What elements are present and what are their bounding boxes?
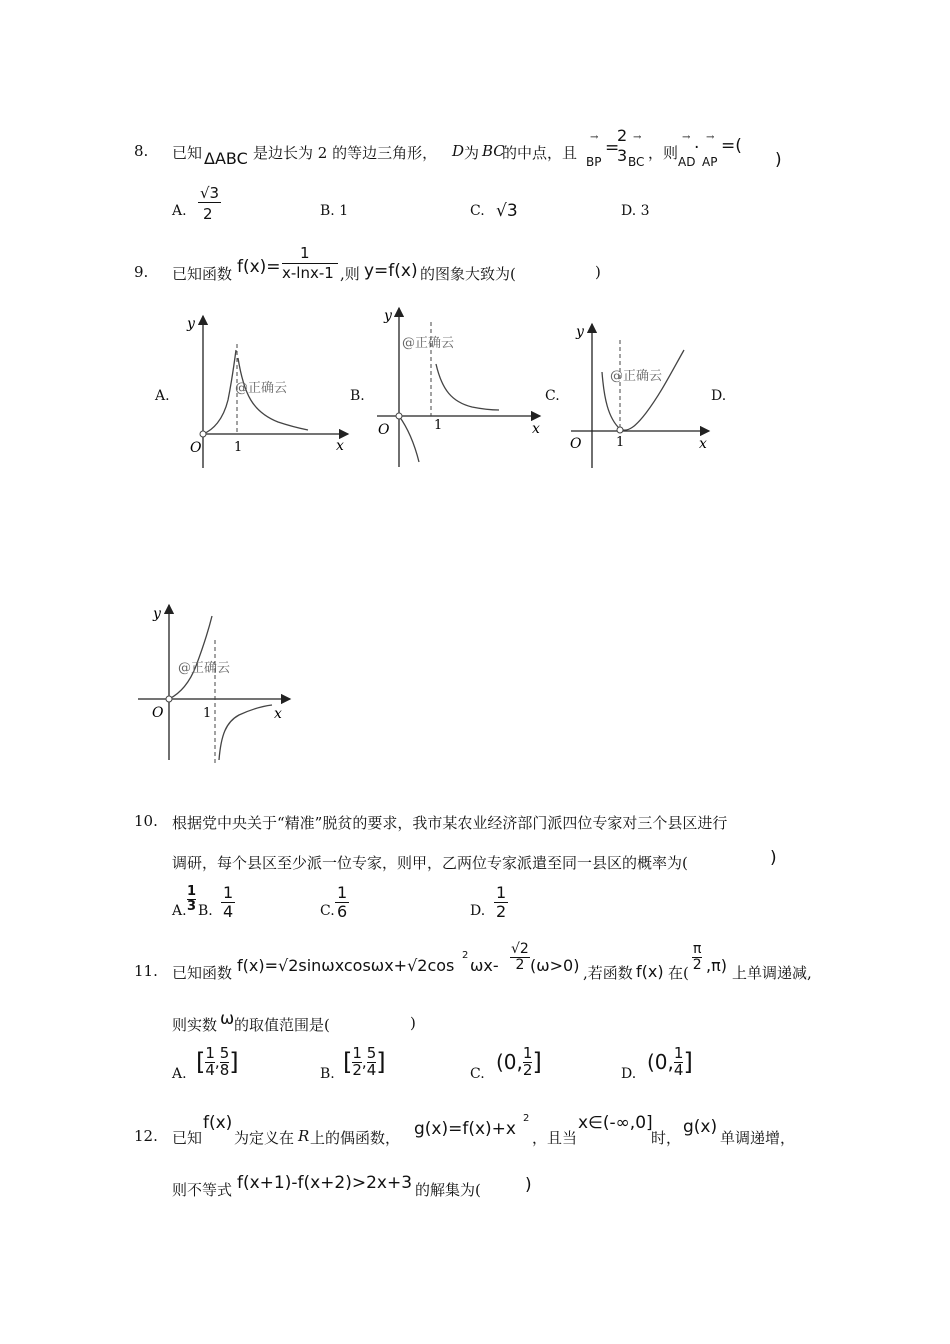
q12-text-5: 时， (651, 1129, 682, 1147)
q10-line-1: 根据党中央关于“精准”脱贫的要求，我市某农业经济部门派四位专家对三个县区进行 (172, 814, 728, 832)
q11-number: 11. (134, 962, 158, 980)
graph-a-watermark: @正确云 (235, 381, 288, 396)
q8-opt-c-val: √3 (496, 201, 518, 221)
q8-opt-d: D. 3 (621, 203, 650, 219)
q11-text-3: 在( (668, 964, 689, 982)
q12-gx: g(x)=f(x)+x (414, 1119, 516, 1139)
q8-text-4: 的中点，且 (502, 144, 578, 162)
q10-number: 10. (134, 812, 158, 830)
q11-expr-2: ωx- (470, 956, 499, 975)
q11-expr-1: f(x)=√2sinωxcosωx+√2cos (237, 956, 455, 975)
q10-opt-c-frac: 1 6 (337, 883, 348, 921)
q8-vec-arrow-bc: → (633, 132, 642, 143)
q8-text-5: ，则 (648, 144, 679, 162)
q10-line-2: 调研，每个县区至少派一位专家，则甲，乙两位专家派遣至同一县区的概率为( (172, 854, 688, 872)
q11-opt-c: C. (470, 1066, 485, 1082)
q12-fx: f(x) (203, 1113, 233, 1133)
q11-opt-d-interval: (0, 1 4 ] (647, 1044, 693, 1079)
graph-d-origin-dot (166, 696, 172, 702)
q9-label-d: D. (711, 388, 727, 404)
graph-d-curve-left (169, 616, 212, 699)
q12-line-2b: 的解集为( (415, 1181, 481, 1199)
q8-number: 8. (134, 142, 149, 160)
q8-vec-arrow-ad: → (682, 132, 691, 143)
q8-vec-ap: AP (702, 155, 718, 169)
q9-label-a: A. (155, 388, 170, 404)
q9-label-c: C. (545, 388, 560, 404)
q8-vec-arrow-bp: → (590, 132, 599, 143)
graph-a-one: 1 (234, 440, 243, 455)
graph-a (178, 310, 353, 475)
q8-triangle: ΔABC (204, 149, 248, 168)
q10-opt-b: B. (198, 903, 213, 919)
q9-frac-den: x-lnx-1 (282, 264, 334, 282)
q10-close-paren: ) (770, 848, 777, 868)
q8-opt-a: A. (172, 203, 187, 219)
q9-fx: f(x)= (237, 257, 281, 277)
q12-text-3: 上的偶函数， (310, 1129, 401, 1147)
q11-expr-3: (ω>0) (530, 956, 580, 975)
q11-text-4: ,π) (706, 956, 727, 975)
q8-vec-bp: BP (586, 155, 602, 169)
q8-vec-bc: BC (628, 155, 645, 169)
q11-omega: ω (220, 1009, 235, 1029)
q12-cond: x∈(-∞,0] (578, 1113, 653, 1133)
q9-text-2: ,则 (340, 265, 360, 283)
q8-vec-arrow-ap: → (706, 132, 715, 143)
graph-b-curve-right (436, 364, 499, 410)
q9-frac-num: 1 (300, 244, 310, 262)
graph-c-curve (602, 350, 684, 430)
graph-b-curve-left (399, 416, 419, 462)
q8-opt-a-num: √3 (200, 184, 220, 202)
q9-number: 9. (134, 263, 149, 281)
graph-b-origin-dot (396, 413, 402, 419)
graph-d-x: x (274, 706, 282, 722)
graph-c-one: 1 (616, 435, 625, 450)
q8-D: D (452, 142, 465, 160)
q8-text-1: 已知 (172, 144, 203, 162)
q10-opt-d: D. (470, 903, 486, 919)
q11-opt-b: B. (320, 1066, 335, 1082)
graph-b-watermark: @正确云 (402, 336, 455, 351)
q8-opt-a-den: 2 (203, 205, 213, 223)
q8-text-3: 为 (464, 144, 480, 162)
graph-a-curve-left (203, 350, 236, 434)
q11-line-2a: 则实数 (172, 1016, 218, 1034)
q8-BC: BC (482, 142, 505, 160)
q11-close-paren: ) (410, 1014, 416, 1032)
graph-c-min-dot (617, 427, 623, 433)
graph-d-one: 1 (203, 706, 212, 721)
q12-sq: 2 (523, 1113, 530, 1124)
graph-d-y: y (153, 606, 161, 622)
q11-frac-sqrt2: √2 2 (511, 941, 529, 974)
q8-text-2: 是边长为 2 的等边三角形， (253, 144, 438, 162)
q11-opt-c-interval: (0, 1 2 ] (496, 1044, 542, 1079)
q9-yfx: y=f(x) (364, 261, 418, 281)
graph-d-o: O (152, 705, 164, 721)
q8-close-paren: ) (775, 150, 782, 170)
q12-number: 12. (134, 1127, 158, 1145)
q11-opt-a-interval: [ 1 4 , 5 8 ] (196, 1044, 239, 1079)
graph-d-curve-right (219, 705, 272, 760)
q8-eq: = (605, 138, 620, 158)
q8-frac-den: 3 (617, 146, 628, 165)
graph-b-one: 1 (434, 418, 443, 433)
graph-d (134, 600, 299, 770)
graph-b (372, 302, 547, 472)
graph-c-watermark: @正确云 (610, 369, 663, 384)
q11-line-2b: 的取值范围是( (234, 1016, 330, 1034)
q9-close-paren: ) (595, 263, 601, 281)
q11-opt-d: D. (621, 1066, 637, 1082)
graph-b-o: O (378, 422, 390, 438)
q11-fx: f(x) (636, 962, 664, 981)
q11-sq: 2 (462, 950, 469, 961)
q9-text-1: 已知函数 (172, 265, 233, 283)
q10-opt-d-frac: 1 2 (496, 883, 507, 921)
q8-frac-num: 2 (617, 126, 628, 145)
graph-a-o: O (190, 440, 202, 456)
graph-a-origin-dot (200, 431, 206, 437)
q10-opt-c: C. (320, 903, 335, 919)
q11-opt-b-interval: [ 1 2 , 5 4 ] (343, 1044, 386, 1079)
q12-line-2a: 则不等式 (172, 1181, 233, 1199)
q9-text-3: 的图象大致为( (420, 265, 516, 283)
graph-a-x: x (336, 438, 344, 454)
q12-close-paren: ) (525, 1175, 532, 1195)
q11-text-2: ,若函数 (583, 964, 633, 982)
q10-opt-a-frac: 1 3 (187, 884, 197, 915)
q12-text-4: ，且当 (532, 1129, 578, 1147)
graph-c-x: x (699, 436, 707, 452)
q8-dot: · (694, 138, 700, 158)
q12-g: g(x) (683, 1117, 718, 1137)
graph-b-y: y (384, 308, 392, 324)
q12-ineq: f(x+1)-f(x+2)>2x+3 (237, 1173, 413, 1193)
q11-opt-a: A. (172, 1066, 187, 1082)
graph-c (566, 318, 716, 473)
q9-label-b: B. (350, 388, 365, 404)
graph-a-y: y (187, 316, 195, 332)
graph-b-x: x (532, 421, 540, 437)
graph-d-watermark: @正确云 (178, 661, 231, 676)
q8-opt-b: B. 1 (320, 203, 349, 219)
q12-text-1: 已知 (172, 1129, 203, 1147)
graph-c-o: O (570, 436, 582, 452)
graph-c-y: y (576, 324, 584, 340)
q10-opt-a: A. (172, 903, 187, 919)
q10-opt-b-frac: 1 4 (223, 883, 234, 921)
q8-opt-c: C. (470, 203, 485, 219)
q11-frac-pi: π 2 (692, 941, 702, 974)
q12-R: R (298, 1127, 310, 1145)
q12-text-6: 单调递增， (720, 1129, 796, 1147)
q8-vec-ad: AD (678, 155, 696, 169)
q11-text-1: 已知函数 (172, 964, 233, 982)
q8-tail: =( (721, 136, 742, 156)
q11-text-5: 上单调递减, (732, 964, 812, 982)
q12-text-2: 为定义在 (234, 1129, 295, 1147)
